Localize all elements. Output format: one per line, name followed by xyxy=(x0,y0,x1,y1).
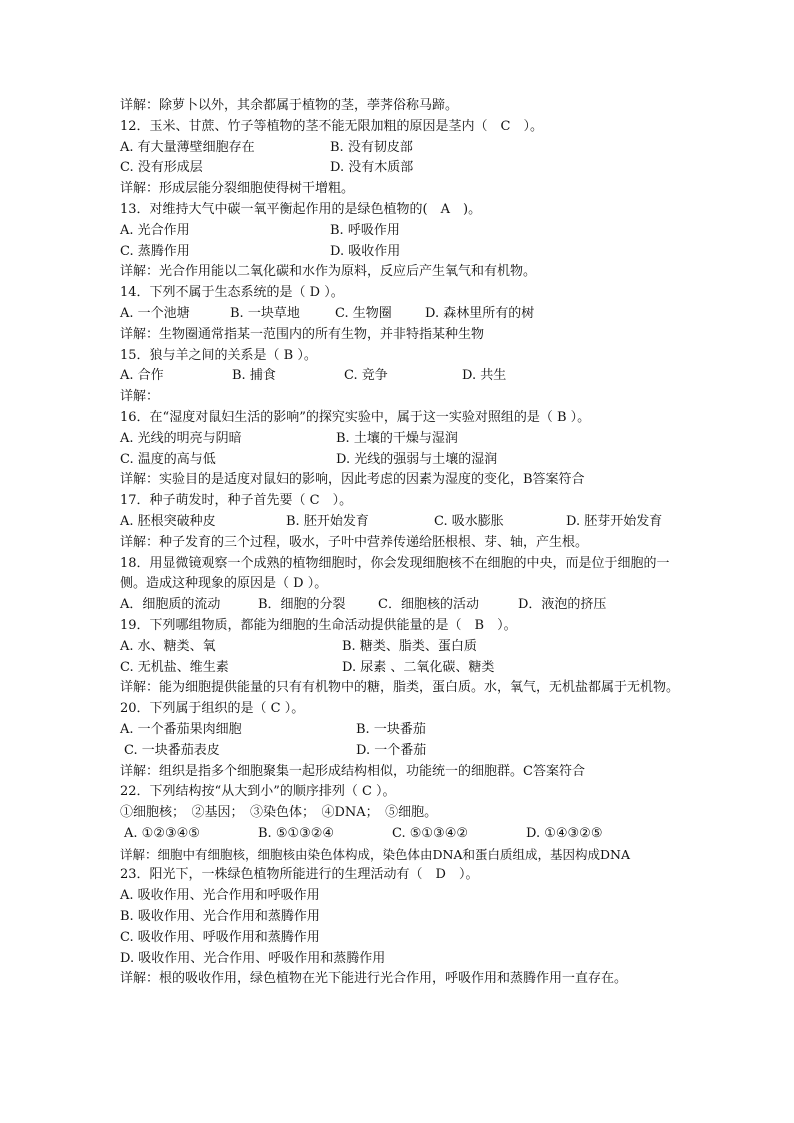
option-a: A. 一个池塘 xyxy=(120,305,190,321)
question-13-stem: 13．对维持大气中碳一氧平衡起作用的是绿色植物的( A )。 xyxy=(120,201,482,217)
option-b: B. 一块番茄 xyxy=(356,721,426,737)
question-14-explanation: 详解：生物圈通常指某一范围内的所有生物，并非特指某种生物 xyxy=(120,326,485,342)
question-17-options xyxy=(120,512,680,533)
option-c: C．细胞核的活动 xyxy=(378,597,479,613)
option-a: A. 水、糖类、氧 xyxy=(120,638,216,654)
document-page xyxy=(120,96,680,990)
question-17-stem: 17．种子萌发时，种子首先要（ C ）。 xyxy=(120,493,353,509)
question-16-options-row-1 xyxy=(120,429,680,450)
option-c: C. 蒸腾作用 xyxy=(120,243,190,259)
option-c: C. 温度的高与低 xyxy=(120,451,216,467)
option-a: A. 合作 xyxy=(120,368,164,384)
question-23-explanation: 详解：根的吸收作用，绿色植物在光下能进行光合作用，呼吸作用和蒸腾作用一直存在。 xyxy=(120,971,628,987)
question-16-options-row-2 xyxy=(120,450,680,471)
option-c: C. 无机盐、维生素 xyxy=(120,659,229,675)
option-d: D. 吸收作用 xyxy=(330,243,401,259)
option-d: D. 吸收作用、光合作用、呼吸作用和蒸腾作用 xyxy=(120,950,386,966)
option-d: D. 一个番茄 xyxy=(356,742,427,758)
question-23-stem: 23．阳光下，一株绿色植物所能进行的生理活动有（ D ）。 xyxy=(120,867,479,883)
option-c: C. ⑤①③④② xyxy=(392,825,469,841)
question-22-explanation: 详解：细胞中有细胞核，细胞核由染色体构成，染色体由DNA和蛋白质组成，基因构成DNA xyxy=(120,846,630,862)
option-c: C. 生物圈 xyxy=(335,305,392,321)
option-d: D. 森林里所有的树 xyxy=(425,305,535,321)
option-a: A. ①②③④⑤ xyxy=(124,825,200,841)
option-c: C. 吸水膨胀 xyxy=(434,513,504,529)
option-a: A. 胚根突破种皮 xyxy=(120,513,216,529)
option-d: D. ①④③②⑤ xyxy=(526,825,603,841)
question-20-options-row-2 xyxy=(120,741,680,762)
option-d: D. 共生 xyxy=(462,368,507,384)
question-19-stem: 19．下列哪组物质，都能为细胞的生命活动提供能量的是（ B ）。 xyxy=(120,617,517,633)
question-13-options-row-1 xyxy=(120,221,680,242)
question-15-explanation: 详解： xyxy=(120,389,160,405)
question-12-stem: 12．玉米、甘蔗、竹子等植物的茎不能无限加粗的原因是茎内（ C ）。 xyxy=(120,118,543,134)
question-22-stem: 22．下列结构按“从大到小”的顺序排列（ C ）。 xyxy=(120,784,396,800)
option-b: B. ⑤①③②④ xyxy=(258,825,335,841)
question-18-stem: 18．用显微镜观察一个成熟的植物细胞时，你会发现细胞核不在细胞的中央，而是位于细胞的一侧。造成这种现象的原因是（ D ）。 xyxy=(120,555,670,592)
option-d: D．液泡的挤压 xyxy=(518,597,607,613)
question-12-options-row-2 xyxy=(120,158,680,179)
question-19-options-row-1 xyxy=(120,637,680,658)
option-b: B. 没有韧皮部 xyxy=(330,139,413,155)
question-14-stem: 14．下列不属于生态系统的是（ D ）。 xyxy=(120,285,344,301)
option-b: B. 一块草地 xyxy=(230,305,300,321)
option-b: B. 呼吸作用 xyxy=(330,222,400,238)
question-14-options xyxy=(120,304,680,325)
question-20-stem: 20．下列属于组织的是（ C ）。 xyxy=(120,701,305,717)
option-d: D. 光线的强弱与土壤的湿润 xyxy=(336,451,498,467)
option-c: C. 一块番茄表皮 xyxy=(124,742,220,758)
question-22-items: ①细胞核； ②基因； ③染色体； ④DNA； ⑤细胞。 xyxy=(120,805,438,821)
option-d: D. 尿素 、二氧化碳、糖类 xyxy=(342,659,495,675)
question-12-options-row-1 xyxy=(120,138,680,159)
option-a: A. 吸收作用、光合作用和呼吸作用 xyxy=(120,888,320,904)
option-b: B．细胞的分裂 xyxy=(258,597,346,613)
question-12-explanation: 详解：形成层能分裂细胞使得树干增粗。 xyxy=(120,181,355,197)
question-16-stem: 16．在“湿度对鼠妇生活的影响”的探究实验中，属于这一实验对照组的是（ B ）。 xyxy=(120,409,591,425)
question-17-explanation: 详解：种子发育的三个过程，吸水，子叶中营养传递给胚根根、芽、轴，产生根。 xyxy=(120,534,589,550)
option-c: C. 没有形成层 xyxy=(120,160,203,176)
question-18-options xyxy=(120,595,680,616)
option-a: A. 光合作用 xyxy=(120,222,190,238)
option-a: A. 一个番茄果肉细胞 xyxy=(120,721,242,737)
question-15-options xyxy=(120,366,680,387)
question-19-options-row-2 xyxy=(120,658,680,679)
question-13-options-row-2 xyxy=(120,242,680,263)
option-b: B. 吸收作用、光合作用和蒸腾作用 xyxy=(120,909,320,925)
option-b: B. 糖类、脂类、蛋白质 xyxy=(342,638,477,654)
question-19-explanation: 详解：能为细胞提供能量的只有有机物中的糖，脂类，蛋白质。水，氧气，无机盐都属于无机物。 xyxy=(120,680,680,696)
question-16-explanation: 详解：实验目的是适度对鼠妇的影响，因此考虑的因素为湿度的变化，B答案符合 xyxy=(120,472,585,488)
question-13-explanation: 详解：光合作用能以二氧化碳和水作为原料，反应后产生氧气和有机物。 xyxy=(120,264,537,280)
option-b: B. 胚开始发育 xyxy=(286,513,369,529)
option-d: D. 没有木质部 xyxy=(330,160,414,176)
option-c: C. 吸收作用、呼吸作用和蒸腾作用 xyxy=(120,929,320,945)
option-a: A. 光线的明亮与阴暗 xyxy=(120,430,242,446)
question-20-explanation: 详解：组织是指多个细胞聚集一起形成结构相似，功能统一的细胞群。C答案符合 xyxy=(120,763,585,779)
option-b: B. 捕食 xyxy=(232,368,276,384)
option-a: A．细胞质的流动 xyxy=(120,597,221,613)
question-22-options xyxy=(120,824,680,845)
explanation-line: 详解：除萝卜以外，其余都属于植物的茎，荸荠俗称马蹄。 xyxy=(120,98,459,113)
question-20-options-row-1 xyxy=(120,720,680,741)
option-a: A. 有大量薄壁细胞存在 xyxy=(120,139,255,155)
option-d: D. 胚芽开始发育 xyxy=(566,513,663,529)
option-c: C. 竞争 xyxy=(344,368,388,384)
question-15-stem: 15．狼与羊之间的关系是（ B ）。 xyxy=(120,347,317,363)
option-b: B. 土壤的干燥与湿润 xyxy=(336,430,458,446)
